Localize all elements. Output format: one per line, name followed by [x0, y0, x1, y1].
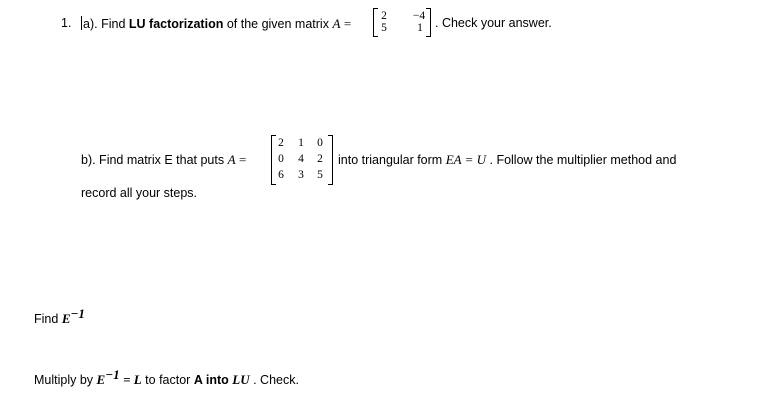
- text-cursor: [81, 16, 82, 30]
- part-b-line2: record all your steps.: [81, 186, 198, 200]
- matrix-b: [271, 135, 333, 185]
- part-b-text1: into triangular form: [338, 153, 443, 167]
- matrix-a-cell: 1: [417, 22, 423, 34]
- matrix-a-cell: 5: [381, 22, 387, 34]
- part-a-text: of the given matrix: [226, 17, 329, 31]
- part-a-label: a).: [83, 17, 98, 31]
- part-b-line: [81, 152, 246, 168]
- lu-factorization-bold: LU factorization: [128, 17, 224, 31]
- matrix-b-cell: 5: [317, 169, 323, 181]
- multiply-sup: −1: [105, 367, 120, 382]
- part-b-var: A: [227, 152, 236, 167]
- question-number: 1.: [61, 16, 72, 30]
- part-b-continuation: [338, 152, 676, 168]
- part-a-line: [81, 16, 351, 32]
- matrix-b-cell: 0: [317, 137, 323, 149]
- matrix-b-cell: 4: [298, 153, 304, 165]
- matrix-b-cell: 0: [278, 153, 284, 165]
- multiply-bold-text: A into: [193, 373, 229, 388]
- matrix-a-cell: −4: [412, 10, 426, 22]
- multiply-lu: LU: [232, 372, 250, 388]
- part-a-after: . Check your answer.: [435, 16, 552, 30]
- matrix-a: [373, 8, 431, 37]
- part-b-text2: . Follow the multiplier method and: [489, 153, 677, 167]
- part-b-eq: =: [239, 152, 247, 167]
- multiply-line: [34, 367, 299, 388]
- part-a-find: Find: [101, 17, 126, 31]
- matrix-b-right-bracket: [328, 135, 333, 185]
- multiply-check: . Check.: [253, 373, 299, 388]
- multiply-var: E: [96, 372, 106, 388]
- multiply-text: to factor: [145, 373, 191, 388]
- part-a-var: A: [332, 16, 341, 31]
- matrix-b-cell: 6: [278, 169, 284, 181]
- find-inverse-var: E: [61, 311, 71, 327]
- find-inverse-label: Find: [34, 312, 59, 327]
- find-inverse-sup: −1: [70, 306, 85, 321]
- matrix-b-cell: 2: [278, 137, 284, 149]
- part-b-formula: EA = U: [445, 152, 487, 167]
- find-inverse-line: [34, 306, 85, 327]
- matrix-b-cell: 3: [298, 169, 304, 181]
- multiply-label: Multiply by: [34, 373, 94, 388]
- matrix-a-cell: 2: [381, 10, 387, 22]
- multiply-rest: = L: [123, 372, 142, 388]
- part-a-eq: =: [343, 16, 352, 31]
- matrix-b-cell: 2: [317, 153, 323, 165]
- part-b-label: b). Find matrix E that puts: [81, 153, 225, 167]
- matrix-b-cell: 1: [298, 137, 304, 149]
